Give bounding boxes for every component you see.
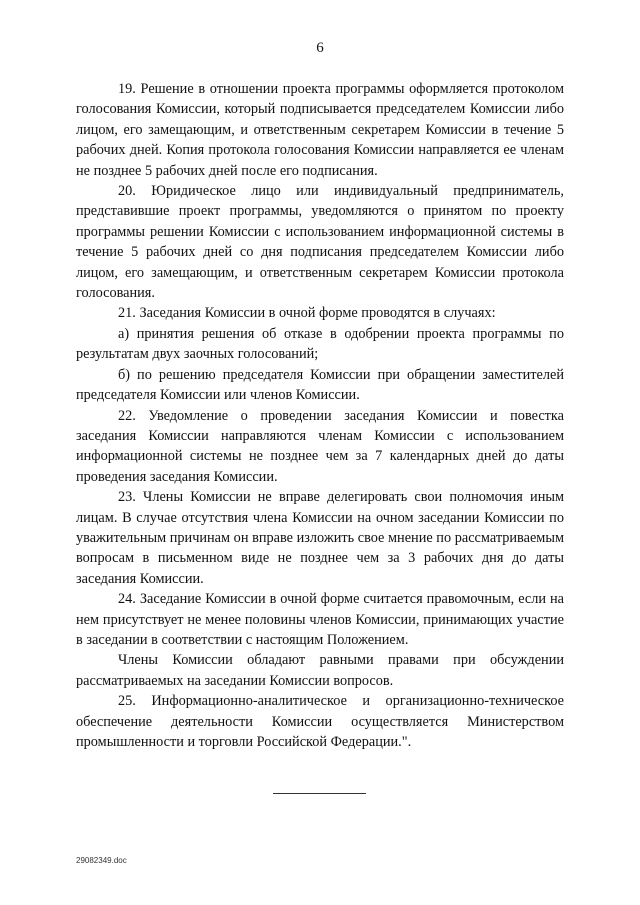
page-number: 6: [316, 40, 324, 56]
document-body: [76, 79, 564, 752]
paragraph-24: 24. Заседание Комиссии в очной форме считается правомочным, если на нем присутствует не менее половины членов Комиссии, принимающих участие в заседании в соответствии с настоящим Положением.: [76, 591, 564, 648]
paragraph-22: 22. Уведомление о проведении заседания Комиссии и повестка заседания Комиссии направляются членам Комиссии с использованием информационной системы не позднее чем за 7 календарных дней до даты проведения заседания Комиссии.: [76, 407, 564, 485]
end-separator-line: [273, 793, 366, 794]
document-file-name: 29082349.doc: [76, 856, 127, 865]
paragraph-21-a: а) принятия решения об отказе в одобрении проекта программы по результатам двух заочных голосований;: [76, 325, 564, 363]
paragraph-21: 21. Заседания Комиссии в очной форме проводятся в случаях:: [118, 305, 496, 322]
paragraph-25: 25. Информационно-аналитическое и организационно-техническое обеспечение деятельности Комиссии осуществляется Министерством промышленности и торговли Российской Федерации.".: [76, 693, 564, 750]
paragraph-21-b: б) по решению председателя Комиссии при обращении заместителей председателя Комиссии или членов Комиссии.: [76, 366, 564, 404]
paragraph-24-note: Члены Комиссии обладают равными правами при обсуждении рассматриваемых на заседании Комиссии вопросов.: [76, 652, 564, 689]
paragraph-19: 19. Решение в отношении проекта программы оформляется протоколом голосования Комиссии, который подписывается председателем Комиссии либо лицом, его замещающим, и ответственным секретарем Комиссии в течение 5 рабочих дней. Копия протокола голосования Комиссии направляется ее членам не позднее 5 рабочих дней после его подписания.: [76, 81, 564, 179]
paragraph-20: 20. Юридическое лицо или индивидуальный предприниматель, представившие проект программы, уведомляются о принятом по проекту программы решении Комиссии с использованием информационной системы в течение 5 рабочих дней со дня подписания председателем Комиссии либо лицом, его замещающим, и ответственным секретарем Комиссии протокола голосования.: [76, 183, 564, 302]
paragraph-23: 23. Члены Комиссии не вправе делегировать свои полномочия иным лицам. В случае отсутствия члена Комиссии на очном заседании Комиссии по уважительным причинам он вправе изложить свое мнение по рассматриваемым вопросам в письменном виде не позднее чем за 3 рабочих дня до даты заседания Комиссии.: [76, 489, 564, 587]
